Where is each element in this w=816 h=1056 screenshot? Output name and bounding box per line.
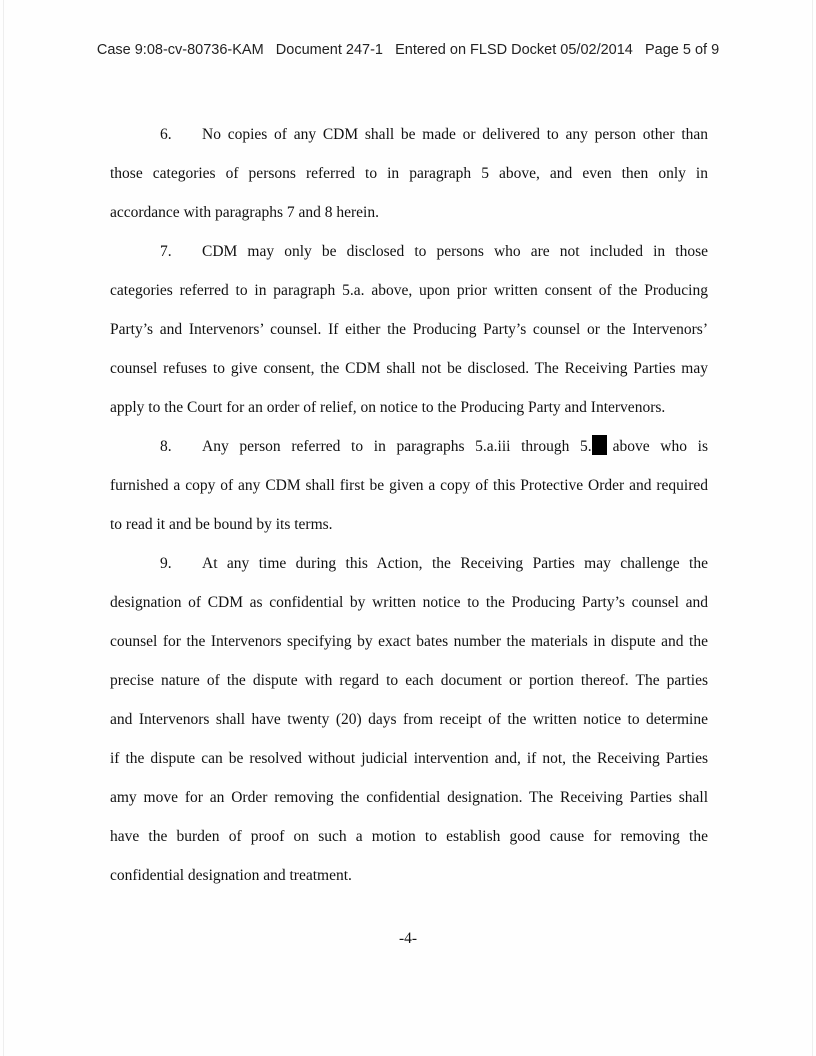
page-number: -4- (398, 930, 418, 947)
text-line: if the dispute can be resolved without judicial intervention and, if not, the Receiving Parties (110, 750, 708, 767)
header-case: Case 9:08-cv-80736-KAM (96, 42, 264, 58)
header-page: Page 5 of 9 (644, 42, 720, 58)
paragraph-7 (110, 232, 708, 427)
text-line: those categories of persons referred to in paragraph 5 above, and even then only in (110, 165, 708, 182)
text-line: furnished a copy of any CDM shall first be given a copy of this Protective Order and required (110, 477, 708, 494)
text-line: amy move for an Order removing the confidential designation. The Receiving Parties shall (110, 789, 708, 806)
paragraph-6 (110, 115, 708, 232)
paragraph-number: 7. (160, 243, 172, 260)
text-line: 6. No copies of any CDM shall be made or delivered to any person other than (110, 115, 708, 154)
scan-edge-left (3, 0, 4, 1056)
header-entered: Entered on FLSD Docket 05/02/2014 (395, 42, 633, 58)
redaction-box (592, 435, 607, 455)
text-line: 9. At any time during this Action, the Receiving Parties may challenge the (110, 544, 708, 583)
text-line: accordance with paragraphs 7 and 8 herein. (110, 204, 379, 221)
text-line: apply to the Court for an order of relief, on notice to the Producing Party and Intervenors. (110, 399, 666, 416)
paragraph-number: 6. (160, 126, 172, 143)
text-line: 7. CDM may only be disclosed to persons who are not included in those (110, 232, 708, 271)
scan-edge-right (812, 0, 813, 1056)
text-line: Party’s and Intervenors’ counsel. If either the Producing Party’s counsel or the Intervenors’ (110, 321, 708, 338)
text-line: confidential designation and treatment. (110, 867, 352, 884)
paragraph-8 (110, 427, 708, 544)
text-line: designation of CDM as confidential by written notice to the Producing Party’s counsel and (110, 594, 708, 611)
text-line: categories referred to in paragraph 5.a. above, upon prior written consent of the Producing (110, 282, 708, 299)
text-line: to read it and be bound by its terms. (110, 516, 333, 533)
paragraph-number: 9. (160, 555, 172, 572)
paragraph-9 (110, 544, 708, 895)
docket-header (0, 42, 816, 58)
text-line: have the burden of proof on such a motion to establish good cause for removing the (110, 828, 708, 845)
body-text (110, 115, 708, 895)
text-line: 8. Any person referred to in paragraphs 5.a.iii through 5. above who is (110, 427, 708, 466)
text-line: and Intervenors shall have twenty (20) days from receipt of the written notice to determine (110, 711, 708, 728)
paragraph-number: 8. (160, 438, 172, 455)
text-line: counsel for the Intervenors specifying by exact bates number the materials in dispute and the (110, 633, 708, 650)
text-line: precise nature of the dispute with regard to each document or portion thereof. The parties (110, 672, 708, 689)
header-document: Document 247-1 (275, 42, 383, 58)
text-line: counsel refuses to give consent, the CDM shall not be disclosed. The Receiving Parties may (110, 360, 708, 377)
